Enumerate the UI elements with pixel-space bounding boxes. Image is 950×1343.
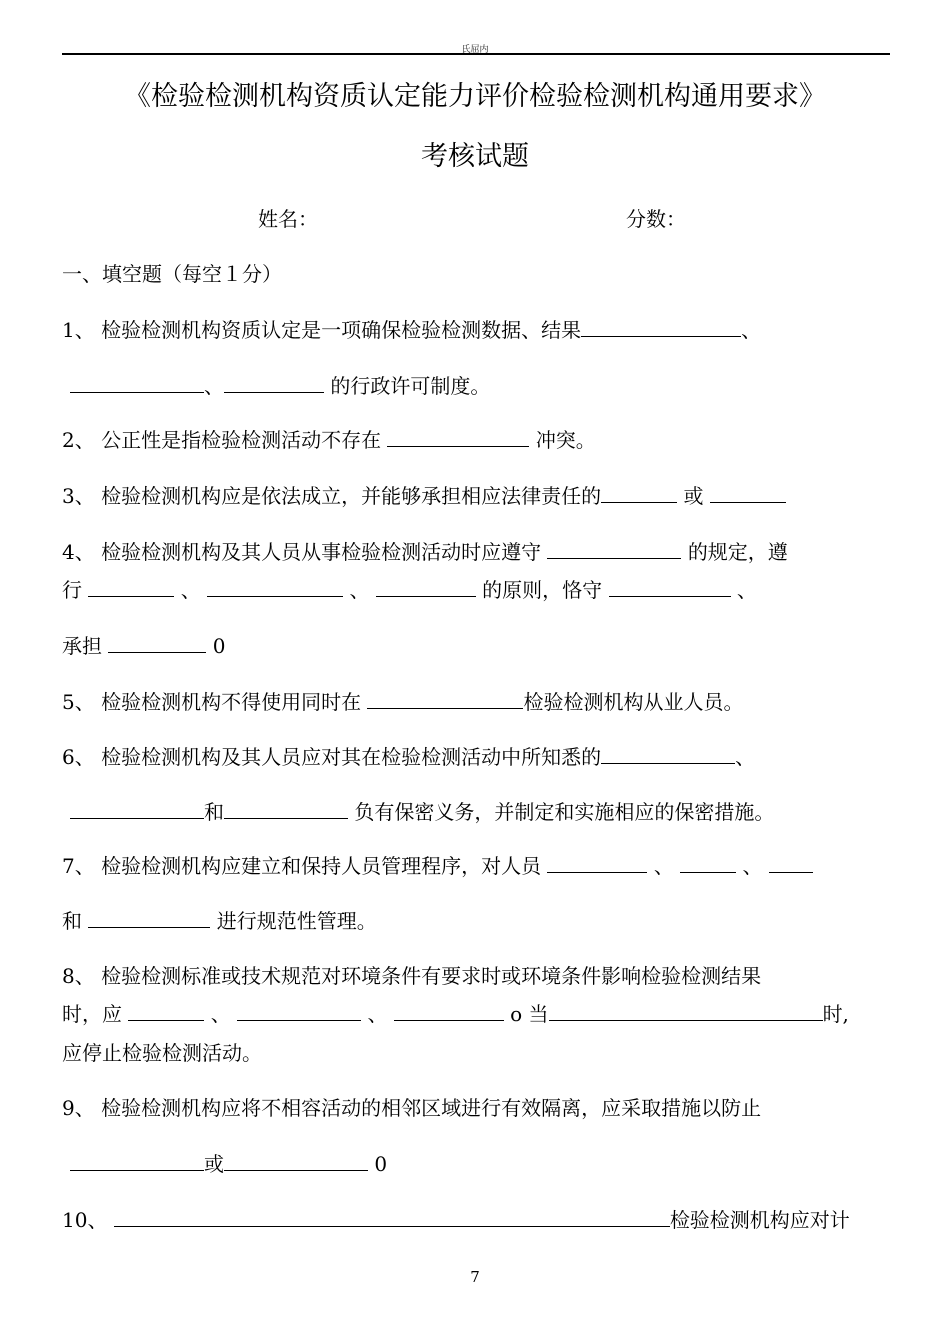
separator: 、 — [653, 854, 674, 878]
question-5-tail: 检验检测机构从业人员。 — [523, 690, 744, 714]
question-3-text: 3、 检验检测机构应是依法成立，并能够承担相应法律责任的 — [62, 484, 602, 508]
question-1-text: 1、 检验检测机构资质认定是一项确保检验检测数据、结果 — [62, 318, 582, 342]
question-4-part-d: 的原则，恪守 — [482, 578, 603, 602]
answer-blank[interactable] — [224, 800, 348, 819]
question-7-text: 7、 检验检测机构应建立和保持人员管理程序，对人员 — [62, 854, 542, 878]
question-8-text: 8、 检验检测标准或技术规范对环境条件有要求时或环境条件影响检验检测结果 — [62, 964, 762, 988]
question-6-text: 6、 检验检测机构及其人员应对其在检验检测活动中所知悉的 — [62, 745, 602, 769]
question-7-tail: 进行规范性管理。 — [216, 909, 377, 933]
question-9-line-1 — [62, 1092, 761, 1121]
question-6-tail: 负有保密义务，并制定和实施相应的保密措施。 — [354, 800, 775, 824]
question-10-tail: 检验检测机构应对计 — [669, 1208, 850, 1232]
separator: 、 — [741, 318, 762, 342]
question-1-line-2 — [70, 370, 490, 399]
document-subtitle: 考核试题 — [421, 141, 529, 172]
question-6-line-2 — [70, 796, 774, 825]
answer-blank[interactable] — [547, 854, 647, 873]
question-8-line-2 — [62, 998, 849, 1027]
question-4-line-2 — [62, 574, 757, 603]
page-header-text: 氏屈内 — [461, 45, 489, 55]
answer-blank[interactable] — [387, 428, 529, 447]
answer-blank[interactable] — [207, 578, 343, 597]
answer-blank[interactable] — [128, 1002, 204, 1021]
question-5 — [62, 686, 743, 715]
separator: 、 — [204, 374, 224, 398]
answer-blank[interactable] — [601, 484, 677, 503]
question-10-number: 10、 — [62, 1208, 108, 1232]
question-2-text: 2、 公正性是指检验检测活动不存在 — [62, 428, 382, 452]
document-title: 《检验检测机构资质认定能力评价检验检测机构通用要求》 — [124, 81, 826, 112]
answer-blank[interactable] — [376, 578, 476, 597]
question-8-part-c: o 当 — [510, 1002, 549, 1026]
answer-blank[interactable] — [680, 854, 736, 873]
answer-blank[interactable] — [769, 854, 813, 873]
separator: 、 — [349, 578, 370, 602]
answer-blank[interactable] — [367, 690, 523, 709]
question-2 — [62, 424, 596, 453]
question-5-text: 5、 检验检测机构不得使用同时在 — [62, 690, 362, 714]
question-10 — [62, 1204, 850, 1233]
separator: 、 — [735, 745, 756, 769]
separator: 、 — [180, 578, 201, 602]
separator: 、 — [210, 1002, 231, 1026]
answer-blank[interactable] — [88, 909, 210, 928]
answer-blank[interactable] — [108, 634, 206, 653]
name-label: 姓名： — [258, 207, 318, 231]
question-8-part-e: 应停止检验检测活动。 — [62, 1041, 262, 1065]
separator: 、 — [367, 1002, 388, 1026]
and-word: 和 — [204, 800, 224, 824]
section-heading: 一、填空题（每空１分） — [62, 262, 282, 286]
answer-blank[interactable] — [114, 1208, 670, 1227]
question-7-line-1 — [62, 850, 813, 879]
question-4-tail: 0 — [212, 634, 226, 658]
answer-blank[interactable] — [224, 1152, 368, 1171]
answer-blank[interactable] — [70, 1152, 204, 1171]
question-8-line-1 — [62, 960, 761, 989]
question-2-tail: 冲突。 — [535, 428, 596, 452]
question-1-line-1 — [62, 314, 761, 343]
separator: 、 — [742, 854, 763, 878]
and-word: 和 — [62, 909, 82, 933]
question-9-text: 9、 检验检测机构应将不相容活动的相邻区域进行有效隔离，应采取措施以防止 — [62, 1096, 762, 1120]
separator: 、 — [736, 578, 757, 602]
question-4-text: 4、 检验检测机构及其人员从事检验检测活动时应遵守 — [62, 540, 542, 564]
or-word: 或 — [683, 484, 704, 508]
or-word: 或 — [204, 1152, 224, 1176]
question-4-line-1 — [62, 536, 788, 565]
answer-blank[interactable] — [710, 484, 786, 503]
answer-blank[interactable] — [609, 578, 731, 597]
answer-blank[interactable] — [601, 745, 735, 764]
header-rule — [62, 53, 890, 55]
answer-blank[interactable] — [394, 1002, 504, 1021]
question-8-line-3 — [62, 1037, 262, 1066]
question-6-line-1 — [62, 741, 755, 770]
question-9-tail: 0 — [374, 1152, 388, 1176]
answer-blank[interactable] — [70, 800, 204, 819]
question-3 — [62, 480, 786, 509]
question-4-line-3 — [62, 630, 225, 659]
page-number: 7 — [470, 1268, 480, 1286]
question-8-part-d: 时, — [822, 1002, 849, 1026]
score-label: 分数： — [626, 207, 686, 231]
answer-blank[interactable] — [547, 540, 681, 559]
question-4-part-e: 承担 — [62, 634, 102, 658]
answer-blank[interactable] — [224, 374, 324, 393]
answer-blank[interactable] — [581, 318, 741, 337]
question-8-part-b: 时，应 — [62, 1002, 122, 1026]
answer-blank[interactable] — [549, 1002, 823, 1021]
answer-blank[interactable] — [237, 1002, 361, 1021]
question-9-line-2 — [70, 1148, 387, 1177]
question-1-tail: 的行政许可制度。 — [330, 374, 491, 398]
question-7-line-2 — [62, 905, 377, 934]
question-4-part-b: 的规定，遵 — [687, 540, 788, 564]
answer-blank[interactable] — [70, 374, 204, 393]
answer-blank[interactable] — [88, 578, 174, 597]
question-4-part-c: 行 — [62, 578, 82, 602]
